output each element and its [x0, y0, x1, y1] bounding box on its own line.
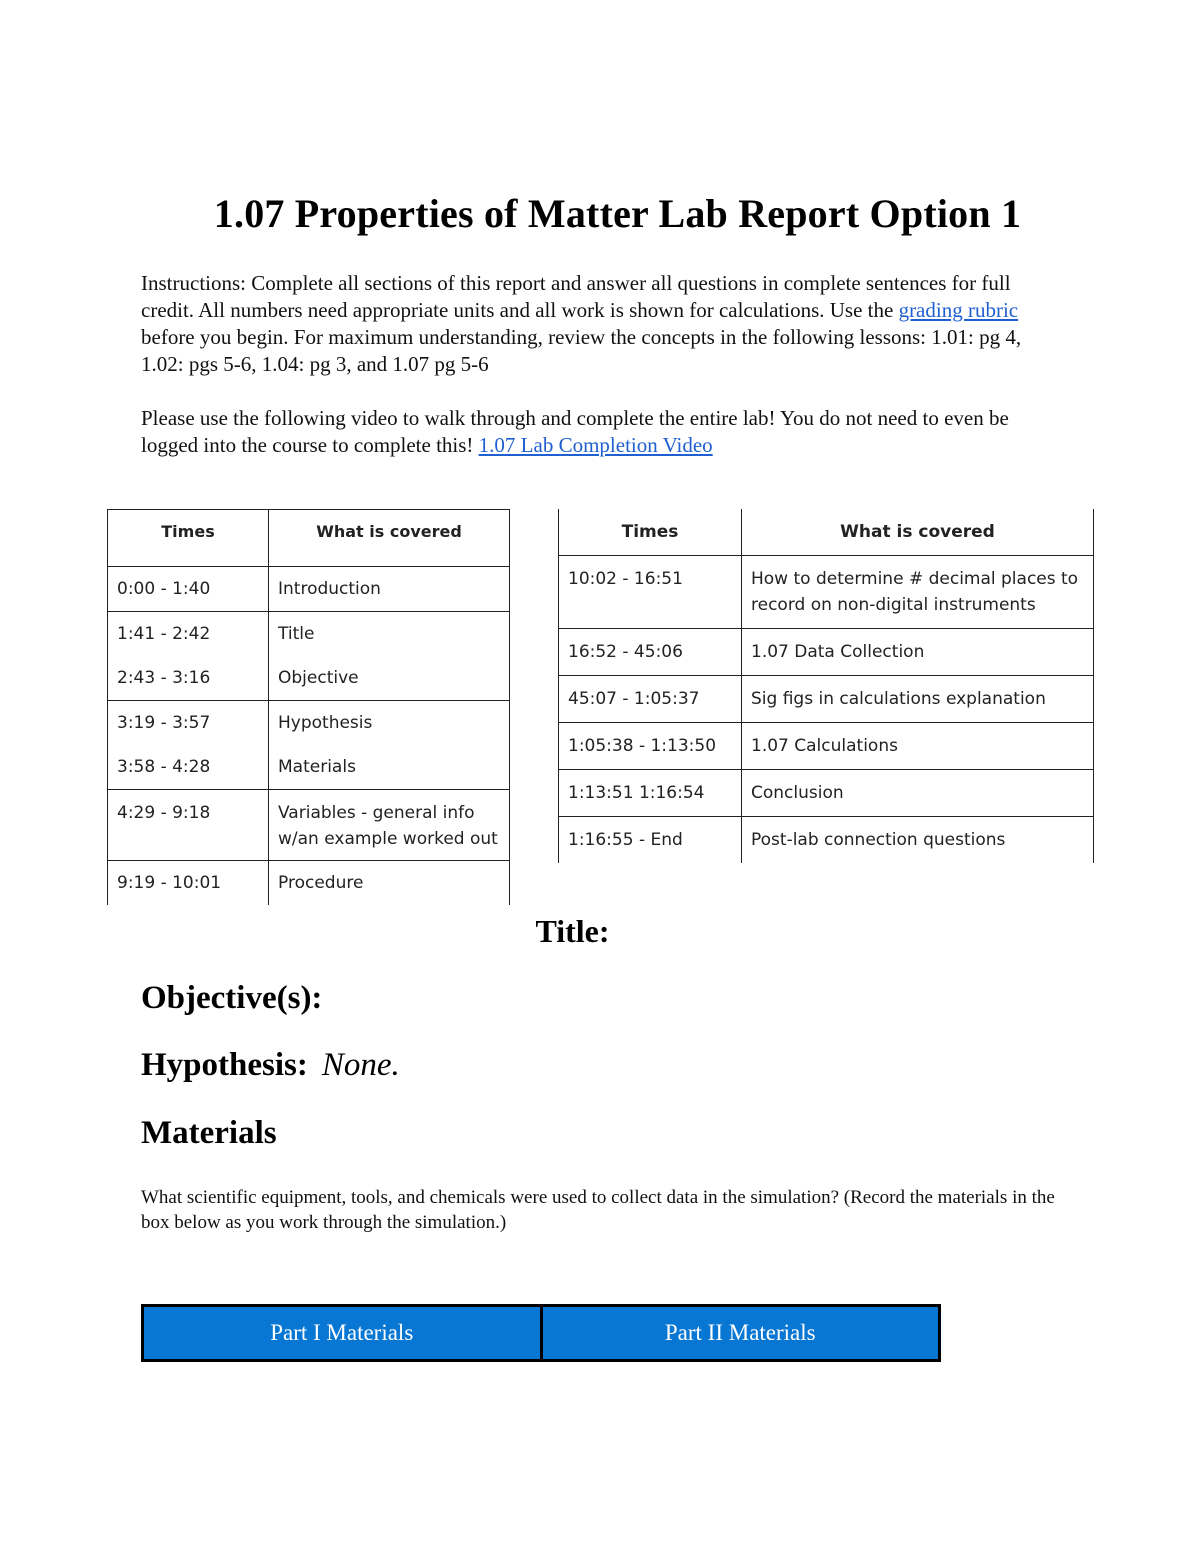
times-header: Times: [559, 509, 742, 556]
time-cell: 9:19 - 10:01: [108, 861, 269, 906]
table-header-row: [108, 510, 510, 567]
time-cell: 10:02 - 16:51: [559, 556, 742, 629]
part1-materials-header: Part I Materials: [143, 1306, 542, 1361]
covered-header: What is covered: [269, 510, 510, 567]
document-title: 1.07 Properties of Matter Lab Report Option 1: [213, 191, 1022, 236]
time-cell: 4:29 - 9:18: [108, 790, 269, 861]
hypothesis-heading: [141, 1047, 400, 1084]
table-row: [108, 612, 510, 701]
instructions-text-post: before you begin. For maximum understanding, review the concepts in the following lessons: 1.01: pg 4, 1.02: pgs 5-6, 1.04: pg 3, and 1.07 pg 5-6: [141, 325, 1022, 376]
table-row: [108, 567, 510, 612]
time-cell: 3:19 - 3:57 3:58 - 4:28: [108, 701, 269, 790]
time-cell: 0:00 - 1:40: [108, 567, 269, 612]
time-cell: 1:16:55 - End: [559, 817, 742, 864]
time-cell: 1:13:51 1:16:54: [559, 770, 742, 817]
materials-heading: Materials: [141, 1115, 277, 1151]
table-row: [559, 817, 1094, 864]
video-note-paragraph: [141, 405, 1061, 459]
topic-cell: How to determine # decimal places to record on non-digital instruments: [742, 556, 1094, 629]
time-cell: 16:52 - 45:06: [559, 629, 742, 676]
topic-cell: Introduction: [269, 567, 510, 612]
topic-cell: Post-lab connection questions: [742, 817, 1094, 864]
topic-cell: 1.07 Calculations: [742, 723, 1094, 770]
time-cell: 1:41 - 2:42 2:43 - 3:16: [108, 612, 269, 701]
table-row: [559, 723, 1094, 770]
instructions-paragraph: [141, 270, 1061, 378]
time-cell: 45:07 - 1:05:37: [559, 676, 742, 723]
hypothesis-label: Hypothesis:: [141, 1047, 308, 1083]
topic-cell: Conclusion: [742, 770, 1094, 817]
table-row: [108, 861, 510, 906]
topic-cell: Variables - general info w/an example worked out: [269, 790, 510, 861]
part2-materials-header: Part II Materials: [541, 1306, 940, 1361]
time-cell: 1:05:38 - 1:13:50: [559, 723, 742, 770]
table-row: [559, 629, 1094, 676]
topic-cell: Hypothesis Materials: [269, 701, 510, 790]
table-row: [108, 790, 510, 861]
video-note-text: Please use the following video to walk through and complete the entire lab! You do not need to even be logged into the course to complete this!: [141, 406, 1009, 457]
topic-cell: Procedure: [269, 861, 510, 906]
title-section-heading: Title:: [535, 913, 610, 949]
table-row: [559, 556, 1094, 629]
lab-video-link[interactable]: 1.07 Lab Completion Video: [478, 433, 713, 457]
table-header-row: [559, 509, 1094, 556]
hypothesis-answer: None.: [321, 1047, 400, 1083]
materials-table: [141, 1304, 941, 1362]
table-row: [108, 701, 510, 790]
grading-rubric-link[interactable]: grading rubric: [898, 298, 1019, 322]
topic-cell: Title Objective: [269, 612, 510, 701]
table-row: [559, 676, 1094, 723]
video-timestamps-table-left: [107, 509, 510, 905]
topic-cell: 1.07 Data Collection: [742, 629, 1094, 676]
covered-header: What is covered: [742, 509, 1094, 556]
table-row: [559, 770, 1094, 817]
times-header: Times: [108, 510, 269, 567]
materials-header-row: [143, 1306, 940, 1361]
instructions-text-pre: Instructions: Complete all sections of this report and answer all questions in complete sentences for full credit. All numbers need appropriate units and all work is shown for calculations. Use the: [141, 271, 1011, 322]
objective-heading: Objective(s):: [141, 980, 323, 1016]
materials-prompt: What scientific equipment, tools, and chemicals were used to collect data in the simulation? (Record the materials in the box below as you work through the simulation.): [141, 1187, 1055, 1233]
video-timestamps-table-right: [558, 509, 1094, 863]
topic-cell: Sig figs in calculations explanation: [742, 676, 1094, 723]
